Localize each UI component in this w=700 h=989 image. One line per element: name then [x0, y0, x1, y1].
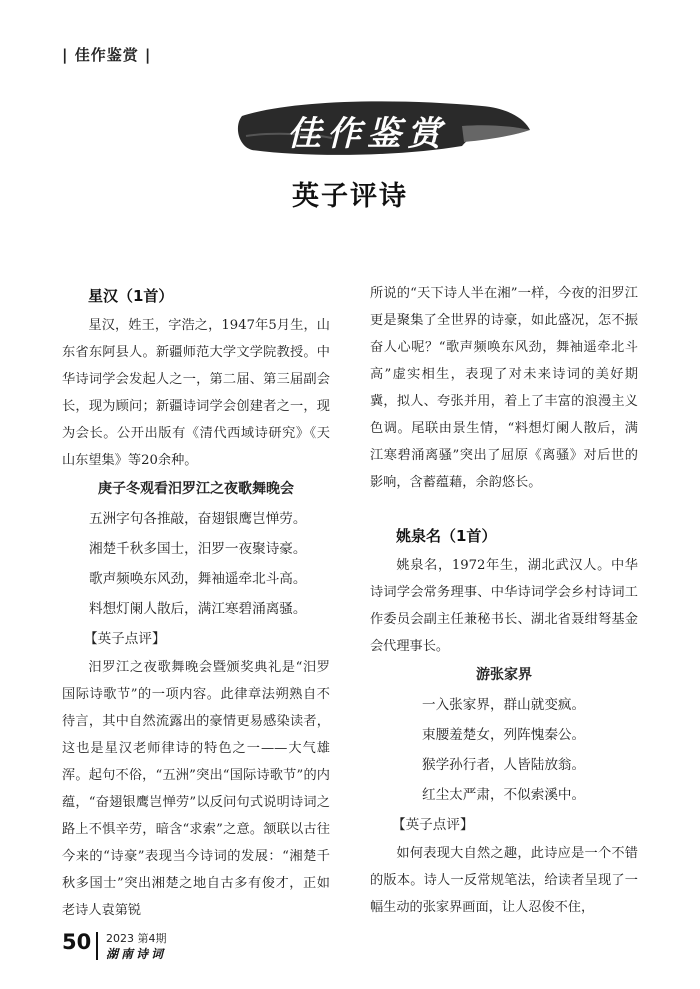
page-number: 50 — [62, 930, 92, 954]
poem-line: 湘楚千秋多国士，汨罗一夜聚诗豪。 — [89, 541, 307, 557]
section-tag: | 佳作鉴赏 | — [62, 46, 152, 64]
poem-line: 歌声频唤东风劲，舞袖遥牵北斗高。 — [89, 571, 307, 587]
poem-line: 束腰羞楚女，列阵愧秦公。 — [422, 727, 586, 743]
journal-name: 湖南诗词 — [106, 947, 167, 961]
author-bio: 姚泉名，1972年生，湖北武汉人。中华诗词学会常务理事、中华诗词学会乡村诗词工作委员会副主任兼秘书长、湖北省聂绀弩基金会代理事长。 — [370, 558, 638, 654]
poem — [370, 690, 638, 810]
page-title: 英子评诗 — [292, 181, 408, 212]
poem-line: 猴学孙行者，人皆陆放翁。 — [422, 757, 586, 773]
poem-title: 游张家界 — [476, 667, 532, 683]
poem-title: 庚子冬观看汨罗江之夜歌舞晚会 — [98, 481, 294, 497]
right-column — [370, 280, 638, 921]
title-banner — [232, 96, 532, 162]
comment-text: 如何表现大自然之趣，此诗应是一个不错的版本。诗人一反常规笔法，给读者呈现了一幅生动的张家界画面，让人忍俊不住， — [370, 846, 638, 915]
banner-text: 佳作鉴赏 — [287, 114, 447, 154]
issue-label: 2023 第4期 — [106, 932, 167, 945]
poem — [62, 504, 330, 624]
poem-line: 红尘太严肃，不似索溪中。 — [422, 787, 586, 803]
author-bio: 星汉，姓王，字浩之，1947年5月生，山东省东阿县人。新疆师范大学文学院教授。中华诗词学会发起人之一，第二届、第三届副会长，现为顾问；新疆诗词学会创建者之一，现为会长。公开出版有《清代西域诗研究》《天山东望集》等20余种。 — [62, 318, 330, 468]
left-column — [62, 280, 330, 924]
poem-line: 五洲字句各推敲，奋翅银鹰岂惮劳。 — [89, 511, 307, 527]
footer-divider — [96, 932, 98, 960]
author-name: 星汉（1首） — [88, 287, 174, 305]
poem-line: 一入张家界，群山就变疯。 — [422, 697, 586, 713]
comment-label: 【英子点评】 — [84, 631, 166, 647]
comment-label: 【英子点评】 — [392, 817, 474, 833]
comment-text: 汨罗江之夜歌舞晚会暨颁奖典礼是“汨罗国际诗歌节”的一项内容。此律章法朔熟自不待言，其中自然流露出的豪情更易感染读者，这也是星汉老师律诗的特色之一——大气雄浑。起句不俗，“五洲”突出“国际诗歌节”的内蕴，“奋翅银鹰岂惮劳”以反问句式说明诗词之路上不惧辛劳，暗含“求索”之意。颔联以古往今来的“诗豪”表现当今诗词的发展：“湘楚千秋多国士”突出湘楚之地自古多有俊才，正如老诗人袁第锐 — [62, 660, 330, 918]
author-name: 姚泉名（1首） — [396, 527, 497, 545]
comment-continued: 所说的“天下诗人半在湘”一样，今夜的汨罗江更是聚集了全世界的诗豪，如此盛况，怎不振奋人心呢？“歌声频唤东风劲，舞袖遥牵北斗高”虚实相生，表现了对未来诗词的美好期冀，拟人、夸张并用，着上了丰富的浪漫主义色调。尾联由景生情，“料想灯阑人散后，满江寒碧涌离骚”突出了屈原《离骚》对后世的影响，含蓄蕴藉，余韵悠长。 — [370, 286, 638, 490]
poem-line: 料想灯阑人散后，满江寒碧涌离骚。 — [89, 601, 307, 617]
